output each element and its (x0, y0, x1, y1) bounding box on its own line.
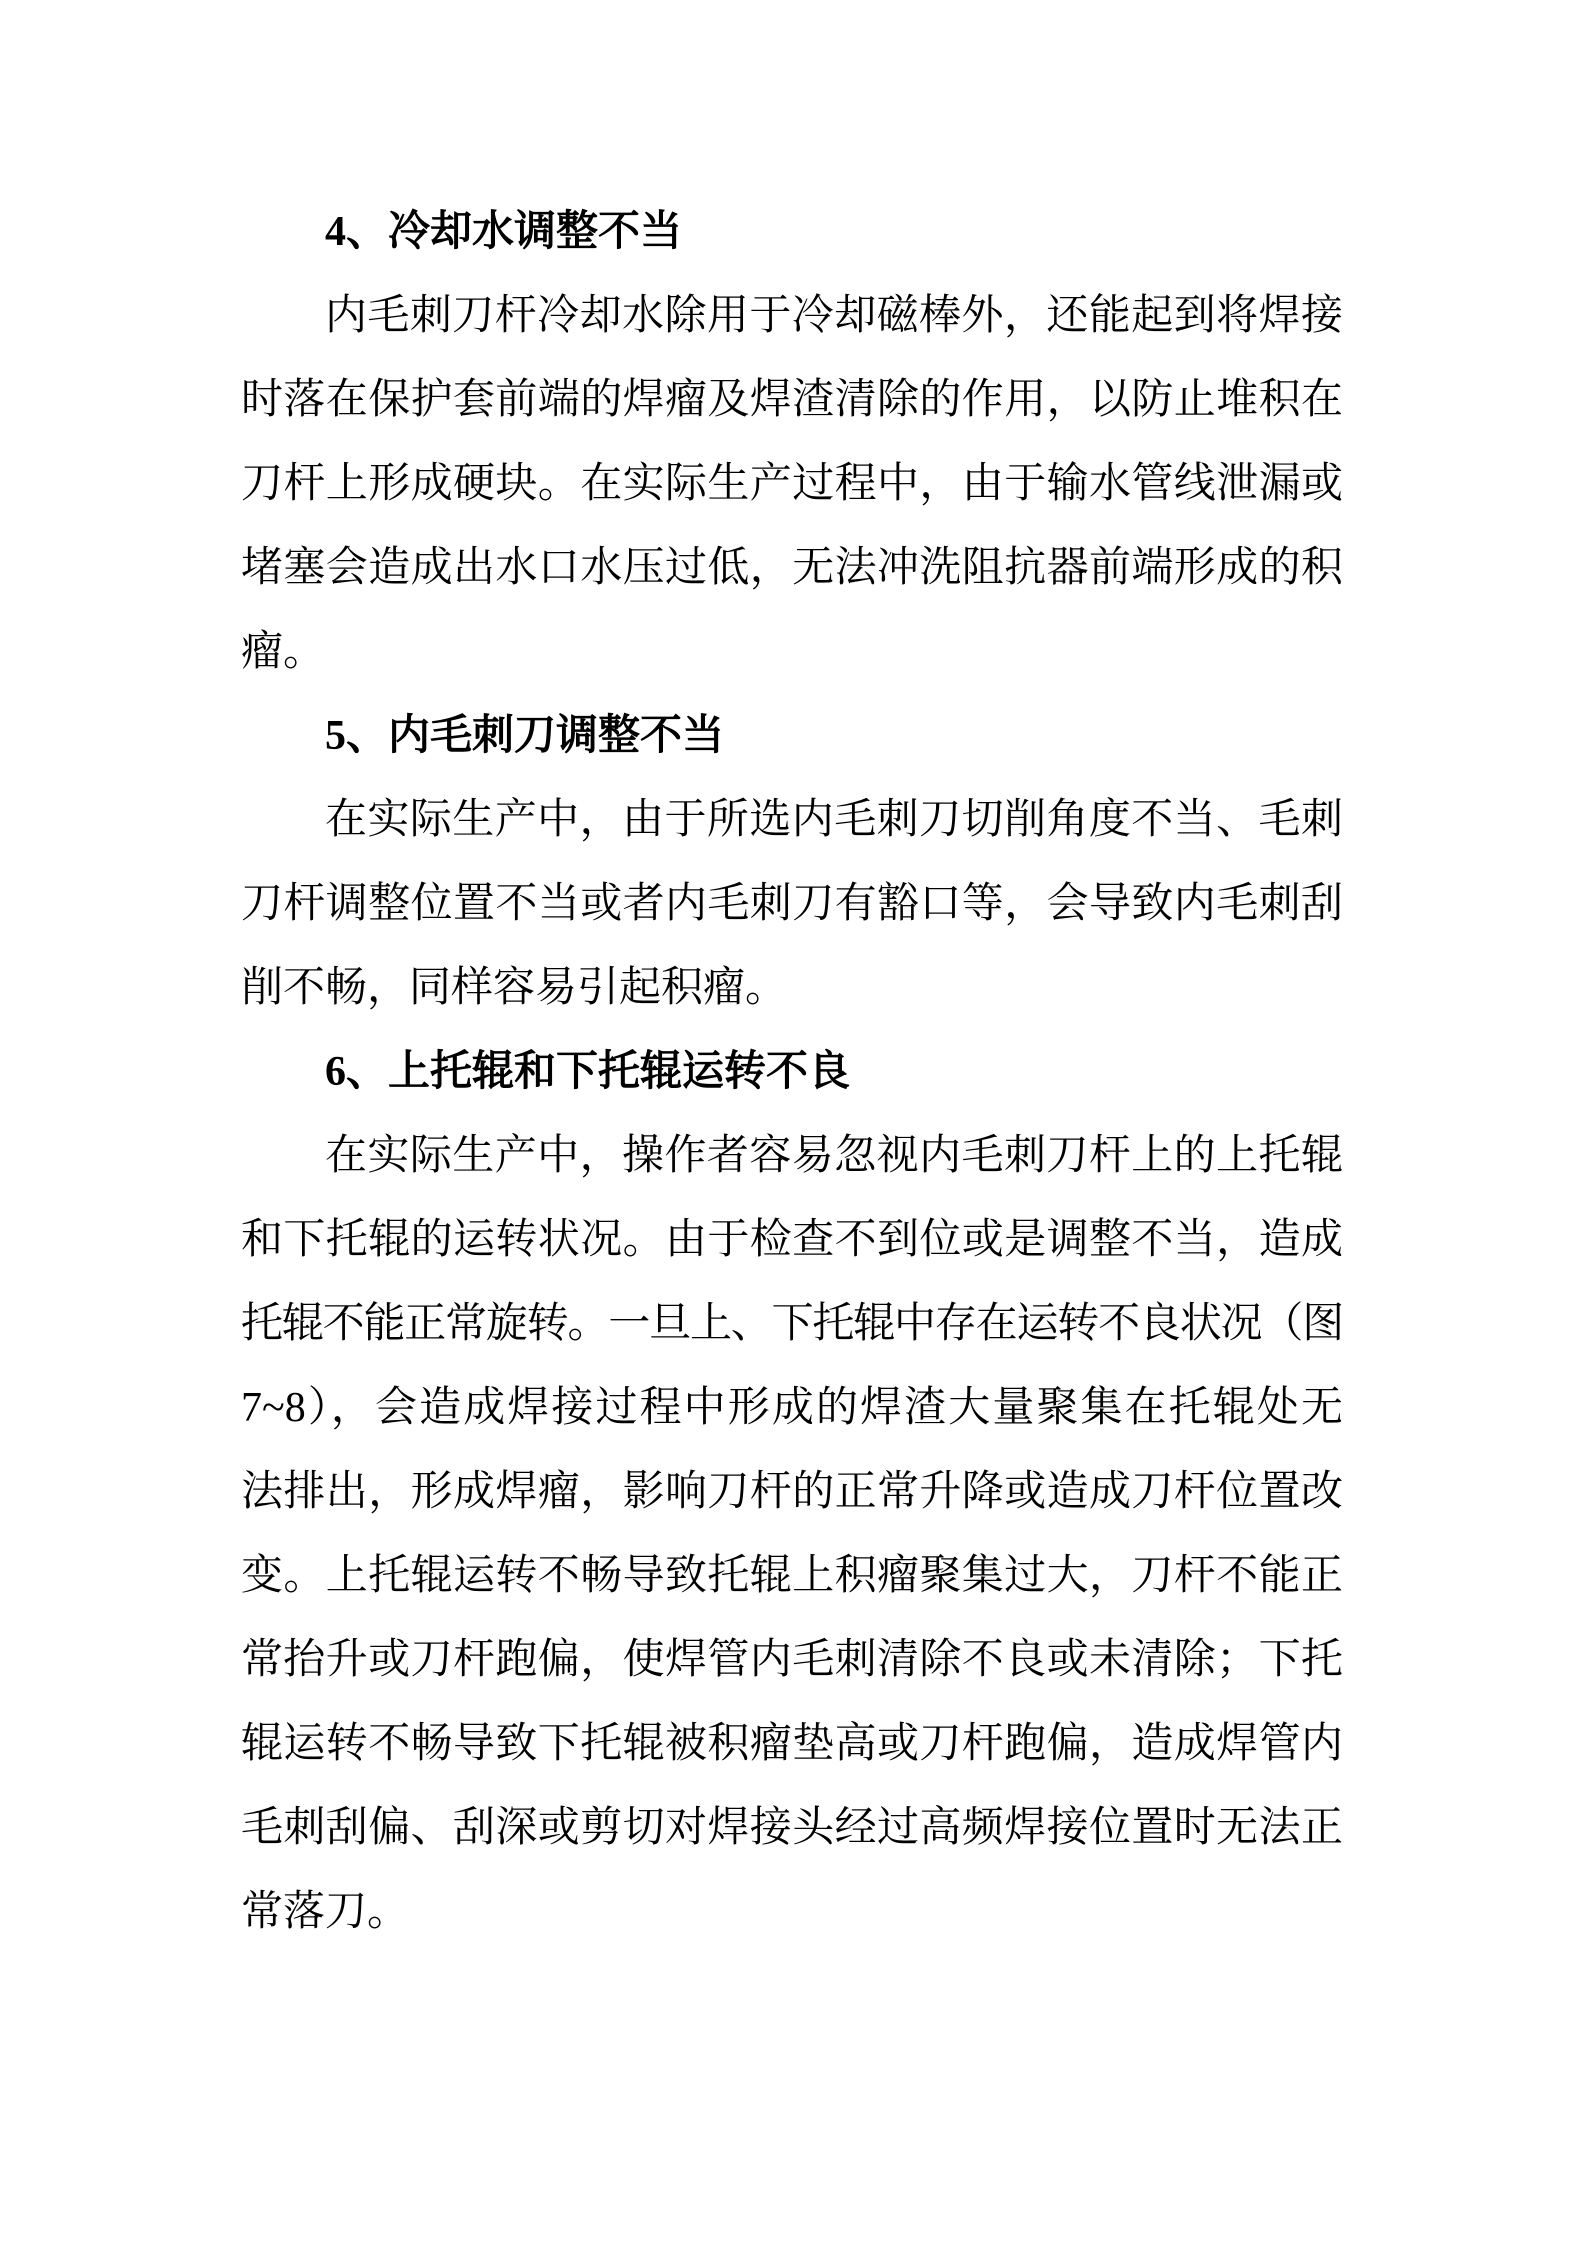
paragraph-line: 变。上托辊运转不畅导致托辊上积瘤聚集过大，刀杆不能正 (241, 1553, 1343, 1599)
section-6 (241, 1030, 1343, 1954)
paragraph-line: 在实际生产中，操作者容易忽视内毛刺刀杆上的上托辊 (325, 1133, 1343, 1179)
paragraph-line: 内毛刺刀杆冷却水除用于冷却磁棒外，还能起到将焊接 (325, 293, 1343, 339)
paragraph-line: 时落在保护套前端的焊瘤及焊渣清除的作用，以防止堆积在 (241, 377, 1343, 423)
section-heading: 4、冷却水调整不当 (325, 209, 683, 255)
paragraph-line: 常抬升或刀杆跑偏，使焊管内毛刺清除不良或未清除；下托 (241, 1637, 1343, 1683)
paragraph-line: 堵塞会造成出水口水压过低，无法冲洗阻抗器前端形成的积 (241, 545, 1343, 591)
paragraph-line: 削不畅，同样容易引起积瘤。 (241, 965, 788, 1011)
paragraph-line: 法排出，形成焊瘤，影响刀杆的正常升降或造成刀杆位置改 (241, 1469, 1343, 1515)
paragraph-line: 辊运转不畅导致下托辊被积瘤垫高或刀杆跑偏，造成焊管内 (241, 1721, 1343, 1767)
section-heading: 6、上托辊和下托辊运转不良 (325, 1049, 851, 1095)
document-body (241, 190, 1343, 1954)
paragraph-line: 在实际生产中，由于所选内毛刺刀切削角度不当、毛刺 (325, 797, 1343, 843)
paragraph-line: 和下托辊的运转状况。由于检查不到位或是调整不当，造成 (241, 1217, 1343, 1263)
section-heading: 5、内毛刺刀调整不当 (325, 713, 725, 759)
paragraph-line: 毛刺刮偏、刮深或剪切对焊接头经过高频焊接位置时无法正 (241, 1805, 1343, 1851)
section-4 (241, 190, 1343, 694)
paragraph-line: 常落刀。 (241, 1889, 410, 1935)
section-5 (241, 694, 1343, 1030)
paragraph-line: 7~8），会造成焊接过程中形成的焊渣大量聚集在托辊处无 (241, 1385, 1343, 1431)
paragraph-line: 刀杆调整位置不当或者内毛刺刀有豁口等，会导致内毛刺刮 (241, 881, 1343, 927)
paragraph-line: 刀杆上形成硬块。在实际生产过程中，由于输水管线泄漏或 (241, 461, 1343, 507)
paragraph-line: 瘤。 (241, 629, 326, 675)
paragraph-line: 托辊不能正常旋转。一旦上、下托辊中存在运转不良状况（图 (241, 1301, 1343, 1347)
